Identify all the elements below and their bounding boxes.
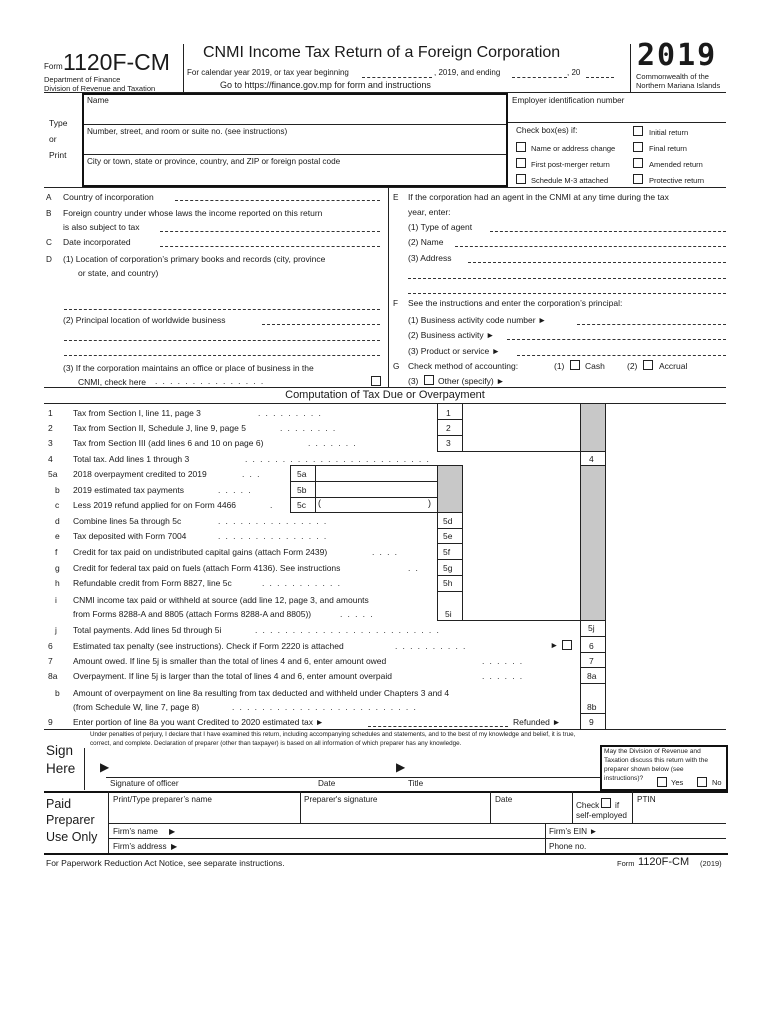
line-8b-text2: (from Schedule W, line 7, page 8)	[73, 702, 200, 712]
firm-address-field[interactable]	[184, 839, 542, 852]
type-or-print-label: Type or Print	[49, 118, 68, 160]
q-f-label: See the instructions and enter the corporation’s principal:	[408, 298, 623, 308]
line-9-box: 9	[589, 717, 594, 727]
line-8b-leader: .........................	[232, 702, 422, 712]
line-2-text: Tax from Section II, Schedule J, line 9, page 5	[73, 423, 246, 433]
line-8a-num: 8a	[48, 671, 58, 681]
preparer-label: Preparer	[46, 813, 95, 827]
line-1-leader: .........	[258, 408, 327, 418]
q-g-label: Check method of accounting:	[408, 361, 519, 371]
line-5c-text: Less 2019 refund applied for on Form 4466	[73, 500, 237, 510]
q-b-label2: is also subject to tax	[63, 222, 140, 232]
line-5j-num: j	[55, 625, 57, 635]
worldwide-business-field-3[interactable]	[64, 355, 380, 356]
line-7-leader: ......	[482, 656, 528, 666]
other-num: (3)	[408, 376, 419, 386]
line-5e-box: 5e	[443, 531, 453, 541]
line-5g-box: 5g	[443, 563, 453, 573]
line-5b-leader: .....	[218, 485, 256, 495]
city-field[interactable]	[84, 167, 504, 185]
self-employed-if-label: if	[615, 801, 620, 810]
commonwealth-line1: Commonwealth of the	[636, 72, 709, 81]
q-c-letter: C	[46, 238, 52, 247]
q-b-letter: B	[46, 209, 52, 218]
books-location-field[interactable]	[64, 309, 380, 310]
preparer-name-field[interactable]	[112, 805, 298, 821]
cash-label: Cash	[585, 361, 605, 371]
city-label: City or town, state or province, country, and ZIP or foreign postal code	[87, 157, 341, 166]
line-5d-box: 5d	[443, 516, 453, 526]
credited-2020-field[interactable]	[368, 726, 508, 727]
first-post-merger-checkbox[interactable]	[516, 158, 526, 168]
discuss-line4: instructions)?	[604, 775, 644, 782]
phone-label: Phone no.	[549, 842, 587, 851]
line-9-text: Enter portion of line 8a you want Credited to 2020 estimated tax ►	[73, 717, 324, 727]
sign-label: Sign	[46, 743, 74, 758]
firm-name-label: Firm’s name	[113, 827, 158, 836]
line-5e-num: e	[55, 531, 60, 541]
discuss-no-checkbox[interactable]	[697, 777, 707, 787]
division: Division of Revenue and Taxation	[44, 84, 156, 93]
line-7-box: 7	[589, 656, 594, 666]
country-incorporation-field[interactable]	[175, 200, 380, 201]
q-e-letter: E	[393, 193, 399, 202]
ptin-field[interactable]	[636, 805, 726, 821]
line-8b-box: 8b	[587, 702, 597, 712]
ein-field[interactable]	[510, 106, 726, 122]
q-f-product-label: (3) Product or service ►	[408, 346, 501, 356]
sign-arrow-title: ▶	[396, 760, 406, 774]
firm-ein-label: Firm’s EIN ►	[549, 827, 598, 836]
form-2220-checkbox[interactable]	[562, 640, 572, 650]
amount-field-5j-9[interactable]	[606, 621, 726, 728]
line-5c-paren-open: (	[318, 498, 321, 508]
footer-form-word: Form	[617, 859, 635, 868]
here-label: Here	[46, 761, 76, 776]
line-5j-leader: .........................	[255, 625, 445, 635]
line-3-leader: .......	[308, 438, 361, 448]
line-5c-paren-close: )	[428, 498, 431, 508]
worldwide-business-field-1[interactable]	[262, 324, 380, 325]
schedule-m3-label: Schedule M-3 attached	[531, 176, 609, 185]
use-only-label: Use Only	[46, 830, 98, 844]
agent-name-field[interactable]	[455, 246, 726, 247]
line-5c-box: 5c	[297, 500, 306, 510]
activity-code-field[interactable]	[577, 324, 726, 325]
footer-year: (2019)	[700, 859, 722, 868]
name-address-change-checkbox[interactable]	[516, 142, 526, 152]
discuss-line3: preparer shown below (see	[604, 766, 684, 773]
and-ending-text: , 2019, and ending	[434, 68, 501, 77]
business-activity-field[interactable]	[507, 339, 726, 340]
q-f-code-label: (1) Business activity code number ►	[408, 315, 547, 325]
line-5d-leader: ...............	[218, 516, 332, 526]
amount-field-5a-5c[interactable]	[316, 466, 436, 512]
q-b-label: Foreign country under whose laws the income reported on this return	[63, 208, 323, 218]
line-5i-text: CNMI income tax paid or withheld at source (add line 12, page 3, and amounts	[73, 595, 369, 605]
self-employed-label: self-employed	[576, 811, 627, 820]
q-d3-label2: CNMI, check here	[78, 377, 147, 387]
line-4-leader: .........................	[245, 454, 435, 464]
line-5j-box: 5j	[588, 623, 595, 633]
preparer-signature-field[interactable]	[303, 805, 488, 821]
other-method-label: Other (specify) ►	[438, 376, 505, 386]
tax-year-begin-line[interactable]	[362, 77, 432, 78]
line-5e-text: Tax deposited with Form 7004	[73, 531, 187, 541]
line-6-text: Estimated tax penalty (see instructions). Check if Form 2220 is attached	[73, 641, 344, 651]
signature-officer-label: Signature of officer	[110, 779, 179, 788]
line-3-box: 3	[446, 438, 451, 448]
paid-label: Paid	[46, 797, 72, 811]
agent-address-field-3[interactable]	[408, 293, 726, 294]
line-5j-text: Total payments. Add lines 5d through 5i	[73, 625, 222, 635]
line-4-box: 4	[589, 454, 594, 464]
line-2-leader: ........	[280, 423, 341, 433]
line-5c-leader: .	[270, 500, 273, 510]
line-7-num: 7	[48, 656, 53, 666]
preparer-date-label: Date	[495, 795, 513, 804]
calendar-text: For calendar year 2019, or tax year beginning	[187, 68, 349, 77]
q-e-type-label: (1) Type of agent	[408, 222, 473, 232]
agent-address-field-2[interactable]	[408, 278, 726, 279]
line-5f-box: 5f	[443, 547, 451, 557]
firm-ein-field[interactable]	[600, 824, 726, 837]
name-address-change-label: Name or address change	[531, 144, 616, 153]
cash-num: (1)	[554, 361, 565, 371]
tax-year: 2019	[637, 38, 718, 73]
initial-return-label: Initial return	[649, 128, 689, 137]
tax-year-end-year-line[interactable]	[586, 77, 614, 78]
discuss-line2: Taxation discuss this return with the	[604, 757, 709, 764]
firm-address-arrow: ▶	[171, 842, 178, 851]
discuss-no-label: No	[712, 778, 722, 787]
line-5h-text: Refundable credit from Form 8827, line 5c	[73, 578, 232, 588]
initial-return-checkbox[interactable]	[633, 126, 643, 136]
line-5h-num: h	[55, 578, 60, 588]
protective-return-label: Protective return	[649, 176, 705, 185]
preparer-date-field[interactable]	[493, 805, 569, 821]
line-5d-num: d	[55, 516, 60, 526]
line-6-num: 6	[48, 641, 53, 651]
goto-text: Go to https://finance.gov.mp for form and instructions	[220, 80, 431, 90]
accrual-label: Accrual	[659, 361, 688, 371]
form-title: CNMI Income Tax Return of a Foreign Corporation	[203, 44, 561, 61]
amount-field-5d-5i[interactable]	[463, 513, 579, 620]
line-4-num: 4	[48, 454, 53, 464]
footer-form-number: 1120F-CM	[638, 856, 690, 868]
perjury-line2: correct, and complete. Declaration of preparer (other than taxpayer) is based on all information of which preparer has any knowledge.	[90, 740, 462, 747]
other-method-checkbox[interactable]	[424, 375, 434, 385]
line-9-num: 9	[48, 717, 53, 727]
preparer-name-label: Print/Type preparer’s name	[113, 795, 212, 804]
q-e-addr-label: (3) Address	[408, 253, 452, 263]
line-3-num: 3	[48, 438, 53, 448]
amount-field-1-3[interactable]	[463, 404, 579, 451]
q-d1-label2: or state, and country)	[78, 268, 159, 278]
sign-date-label: Date	[318, 779, 336, 788]
line-5i-box: 5i	[445, 609, 452, 619]
form-number: 1120F-CM	[63, 49, 170, 75]
discuss-line1: May the Division of Revenue and	[604, 748, 701, 755]
accrual-checkbox[interactable]	[643, 360, 653, 370]
check-boxes-label: Check box(es) if:	[516, 126, 578, 135]
line-5b-box: 5b	[297, 485, 307, 495]
officer-title-field[interactable]	[408, 756, 596, 776]
computation-title: Computation of Tax Due or Overpayment	[285, 389, 485, 401]
line-5h-leader: ...........	[262, 578, 346, 588]
line-8a-box: 8a	[587, 671, 597, 681]
commonwealth-line2: Northern Mariana Islands	[636, 81, 721, 90]
final-return-checkbox[interactable]	[633, 142, 643, 152]
phone-field[interactable]	[590, 839, 726, 852]
line-5g-text: Credit for federal tax paid on fuels (attach Form 4136). See instructions	[73, 563, 341, 573]
line-1-num: 1	[48, 408, 53, 418]
amended-return-label: Amended return	[649, 160, 703, 169]
ein-label: Employer identification number	[512, 96, 625, 105]
amended-return-checkbox[interactable]	[633, 158, 643, 168]
line-8b-text: Amount of overpayment on line 8a resulting from tax deducted and withheld under Chapters 3 and 4	[73, 688, 450, 698]
ptin-label: PTIN	[637, 795, 656, 804]
line-5f-num: f	[55, 547, 58, 557]
firm-name-field[interactable]	[182, 824, 542, 837]
product-service-field[interactable]	[517, 355, 726, 356]
cnmi-office-checkbox[interactable]	[371, 376, 381, 386]
line-8a-text: Overpayment. If line 5j is larger than the total of lines 4 and 6, enter amount overpaid	[73, 671, 392, 681]
line-1-box: 1	[446, 408, 451, 418]
line-5g-leader: ..	[408, 563, 424, 573]
q-e-label2: year, enter:	[408, 207, 451, 217]
discuss-yes-checkbox[interactable]	[657, 777, 667, 787]
line-5b-text: 2019 estimated tax payments	[73, 485, 185, 495]
line-8b-num: b	[55, 688, 60, 698]
q-d1-label: (1) Location of corporation’s primary books and records (city, province	[63, 254, 326, 264]
footer-paperwork-notice: For Paperwork Reduction Act Notice, see separate instructions.	[46, 858, 285, 868]
line-5a-text: 2018 overpayment credited to 2019	[73, 469, 207, 479]
line-5a-box: 5a	[297, 469, 307, 479]
line-7-text: Amount owed. If line 5j is smaller than the total of lines 4 and 6, enter amount owed	[73, 656, 387, 666]
perjury-line1: Under penalties of perjury, I declare that I have examined this return, including accompanying schedules and statements, and to the best of my knowledge and belief, it is true,	[90, 731, 576, 738]
line-5f-text: Credit for tax paid on undistributed capital gains (attach Form 2439)	[73, 547, 328, 557]
q-g-letter: G	[393, 362, 400, 371]
form-word: Form	[44, 62, 63, 71]
sign-title-label: Title	[408, 779, 424, 788]
q-e-name-label: (2) Name	[408, 237, 444, 247]
line-4-text: Total tax. Add lines 1 through 3	[73, 454, 190, 464]
line-9-refunded: Refunded ►	[513, 717, 561, 727]
line-6-leader: ..........	[395, 641, 471, 651]
officer-signature-field[interactable]	[112, 756, 302, 776]
line-5a-num: 5a	[48, 469, 58, 479]
line-5c-num: c	[55, 500, 60, 510]
line-2-num: 2	[48, 423, 53, 433]
line-5g-num: g	[55, 563, 60, 573]
line-3-text: Tax from Section III (add lines 6 and 10 on page 6)	[73, 438, 264, 448]
comma20-text: , 20	[567, 68, 581, 77]
protective-return-checkbox[interactable]	[633, 174, 643, 184]
q-a-label: Country of incorporation	[63, 192, 154, 202]
line-5b-num: b	[55, 485, 60, 495]
officer-date-field[interactable]	[315, 756, 385, 776]
firm-address-label: Firm’s address	[113, 842, 167, 851]
line-5i-num: i	[55, 595, 57, 605]
tax-year-end-line[interactable]	[512, 77, 567, 78]
line-2-box: 2	[446, 423, 451, 433]
q-d3-leader: ...............	[155, 376, 269, 386]
cash-checkbox[interactable]	[570, 360, 580, 370]
agent-address-field-1[interactable]	[468, 262, 726, 263]
schedule-m3-checkbox[interactable]	[516, 174, 526, 184]
q-d2-label: (2) Principal location of worldwide business	[63, 315, 226, 325]
firm-name-arrow: ▶	[169, 827, 176, 836]
line-5e-leader: ...............	[218, 531, 332, 541]
line-5i-text2: from Forms 8288-A and 8805 (attach Forms 8288-A and 8805))	[73, 609, 312, 619]
date-incorporated-field[interactable]	[160, 246, 380, 247]
line-5h-box: 5h	[443, 578, 453, 588]
agent-type-field[interactable]	[490, 231, 726, 232]
name-field[interactable]	[84, 106, 504, 123]
first-post-merger-label: First post-merger return	[531, 160, 610, 169]
line-5i-leader: .....	[340, 609, 378, 619]
q-a-letter: A	[46, 193, 52, 202]
self-employed-checkbox[interactable]	[601, 798, 611, 808]
street-field[interactable]	[84, 137, 504, 153]
discuss-yes-label: Yes	[671, 778, 684, 787]
q-d-letter: D	[46, 255, 52, 264]
sign-arrow-officer: ▶	[100, 760, 110, 774]
q-c-label: Date incorporated	[63, 237, 131, 247]
line-5d-text: Combine lines 5a through 5c	[73, 516, 182, 526]
line-8a-leader: ......	[482, 671, 528, 681]
worldwide-business-field-2[interactable]	[64, 340, 380, 341]
q-f-letter: F	[393, 299, 399, 308]
final-return-label: Final return	[649, 144, 687, 153]
line-5f-leader: ....	[372, 547, 403, 557]
q-e-label: If the corporation had an agent in the CNMI at any time during the tax	[408, 192, 669, 202]
line-6-box: 6	[589, 641, 594, 651]
amount-field-4[interactable]	[606, 452, 726, 465]
street-label: Number, street, and room or suite no. (see instructions)	[87, 127, 288, 136]
accrual-num: (2)	[627, 361, 638, 371]
q-d3-label: (3) If the corporation maintains an office or place of business in the	[63, 363, 314, 373]
department: Department of Finance	[44, 75, 121, 84]
line-5a-leader: ...	[242, 469, 265, 479]
self-employed-check-label: Check	[576, 801, 600, 810]
line-1-text: Tax from Section I, line 11, page 3	[73, 408, 201, 418]
q-f-activity-label: (2) Business activity ►	[408, 330, 495, 340]
foreign-country-field[interactable]	[160, 231, 380, 232]
name-label: Name	[87, 96, 109, 105]
preparer-signature-label: Preparer's signature	[304, 795, 378, 804]
line-6-arrow: ►	[550, 640, 559, 650]
